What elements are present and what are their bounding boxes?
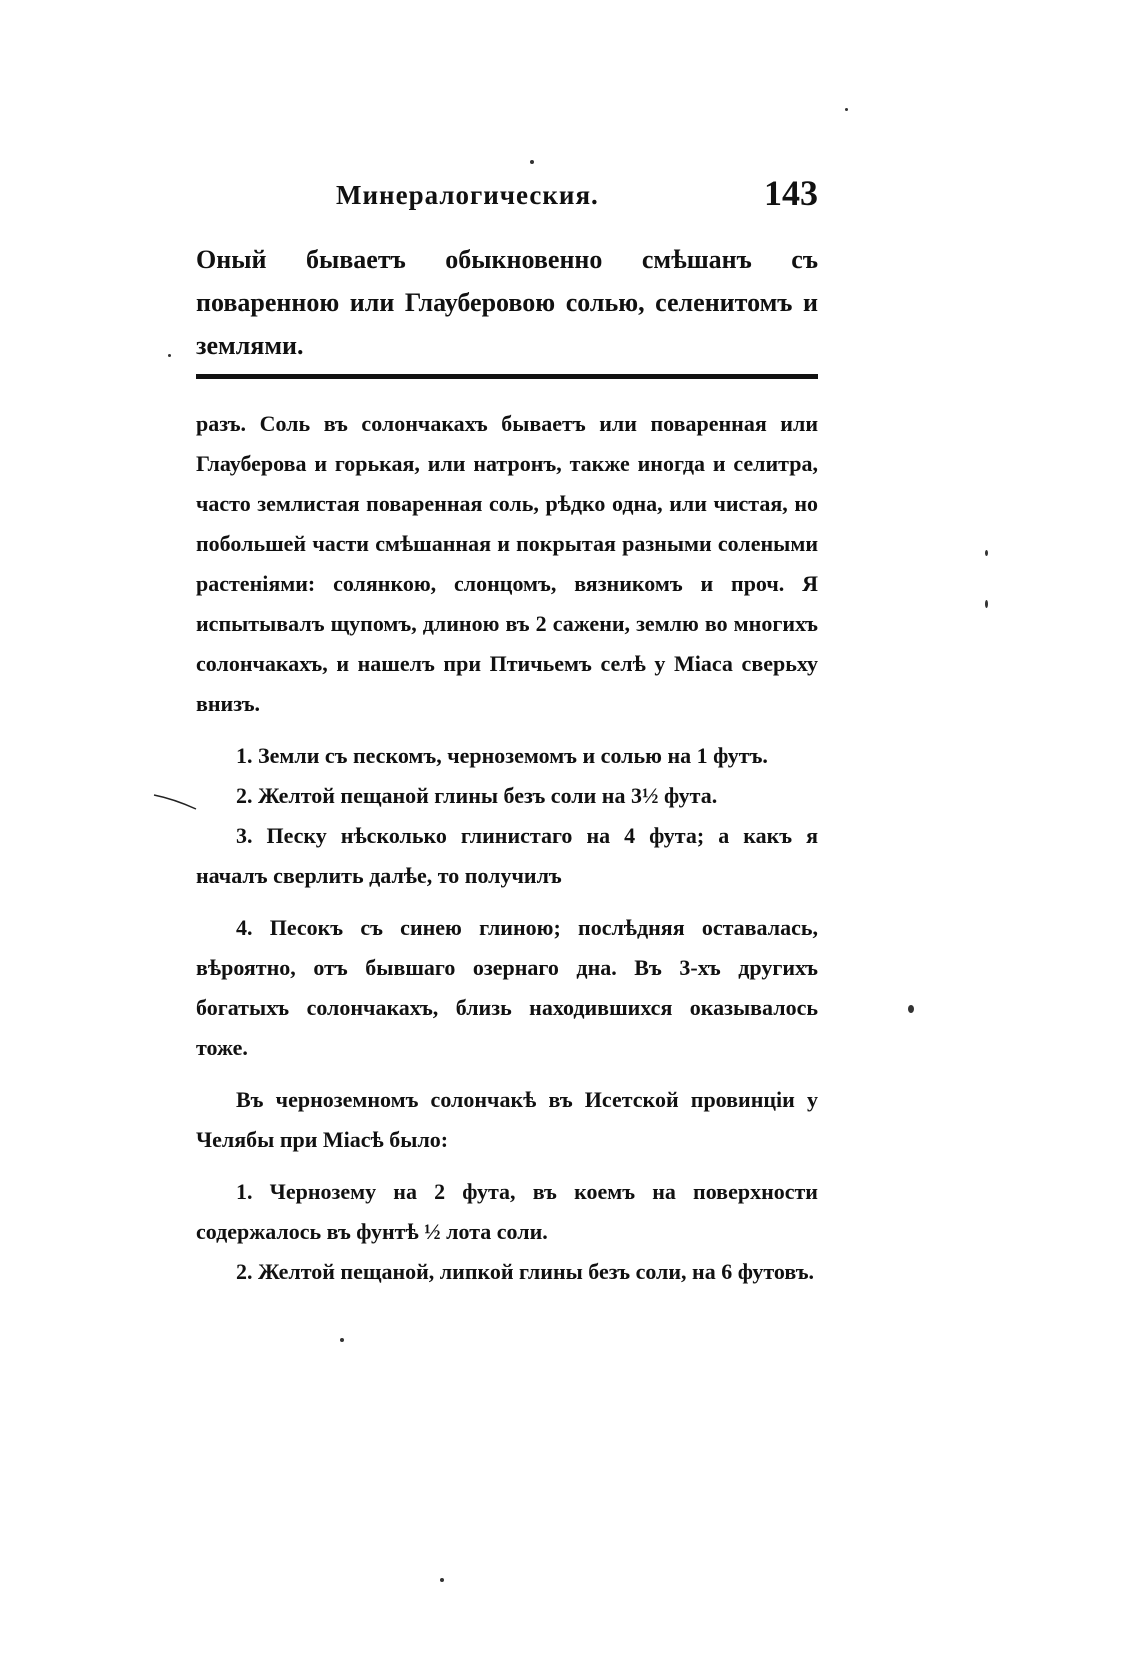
scan-speck: [908, 1005, 914, 1013]
section-rule: [196, 374, 818, 379]
scan-speck: [440, 1578, 444, 1582]
running-head: Минералогическия.: [336, 180, 599, 210]
list-item: 2. Желтой пещаной, липкой глины безъ соли, на 6 футовъ.: [236, 1259, 815, 1284]
scan-speck: [985, 550, 988, 556]
pencil-mark: [152, 793, 198, 811]
list-item: 2. Желтой пещаной глины безъ соли на 3½ фута.: [236, 783, 718, 808]
scan-speck: [530, 160, 534, 164]
scan-speck: [340, 1338, 344, 1342]
scan-speck: [845, 108, 848, 111]
scan-speck: [168, 354, 171, 357]
body-text: [196, 404, 818, 1292]
scan-speck: [985, 600, 988, 608]
top-paragraph: Оный бываетъ обыкновенно смѣшанъ съ поваренною или Глауберовою солью, селенитомъ и землями.: [196, 245, 818, 360]
page-header: [196, 173, 818, 220]
list-item: 1. Земли съ пескомъ, черноземомъ и солью на 1 футъ.: [236, 743, 768, 768]
paragraph: разъ. Соль въ солончакахъ бываетъ или поваренная или Глауберова и горькая, или натронъ, также иногда и селитра, часто землистая поваренная соль, рѣдко одна, или чистая, но побольшей части смѣшанная и покрытая разными солеными растеніями: солянкою, слонцомъ, вязникомъ и проч. Я испытывалъ щупомъ, длиною въ 2 сажени, землю во многихъ солончакахъ, и нашелъ при Птичьемъ селѣ у Міаса сверьху внизъ.: [196, 411, 818, 716]
list-item: 3. Песку нѣсколько глинистаго на 4 фута; а какъ я началъ сверлить далѣе, то получилъ: [196, 823, 818, 888]
page-number: 143: [764, 173, 818, 213]
list-item: 1. Чернозему на 2 фута, въ коемъ на поверхности содержалось въ фунтѣ ½ лота соли.: [196, 1179, 818, 1244]
paragraph: Въ черноземномъ солончакѣ въ Исетской провинціи у Челябы при Міасѣ было:: [196, 1087, 818, 1152]
list-item: 4. Песокъ съ синею глиною; послѣдняя оставалась, вѣроятно, отъ бывшаго озернаго дна. Въ 3-хъ другихъ богатыхъ солончакахъ, близь находившихся оказывалось тоже.: [196, 915, 818, 1060]
